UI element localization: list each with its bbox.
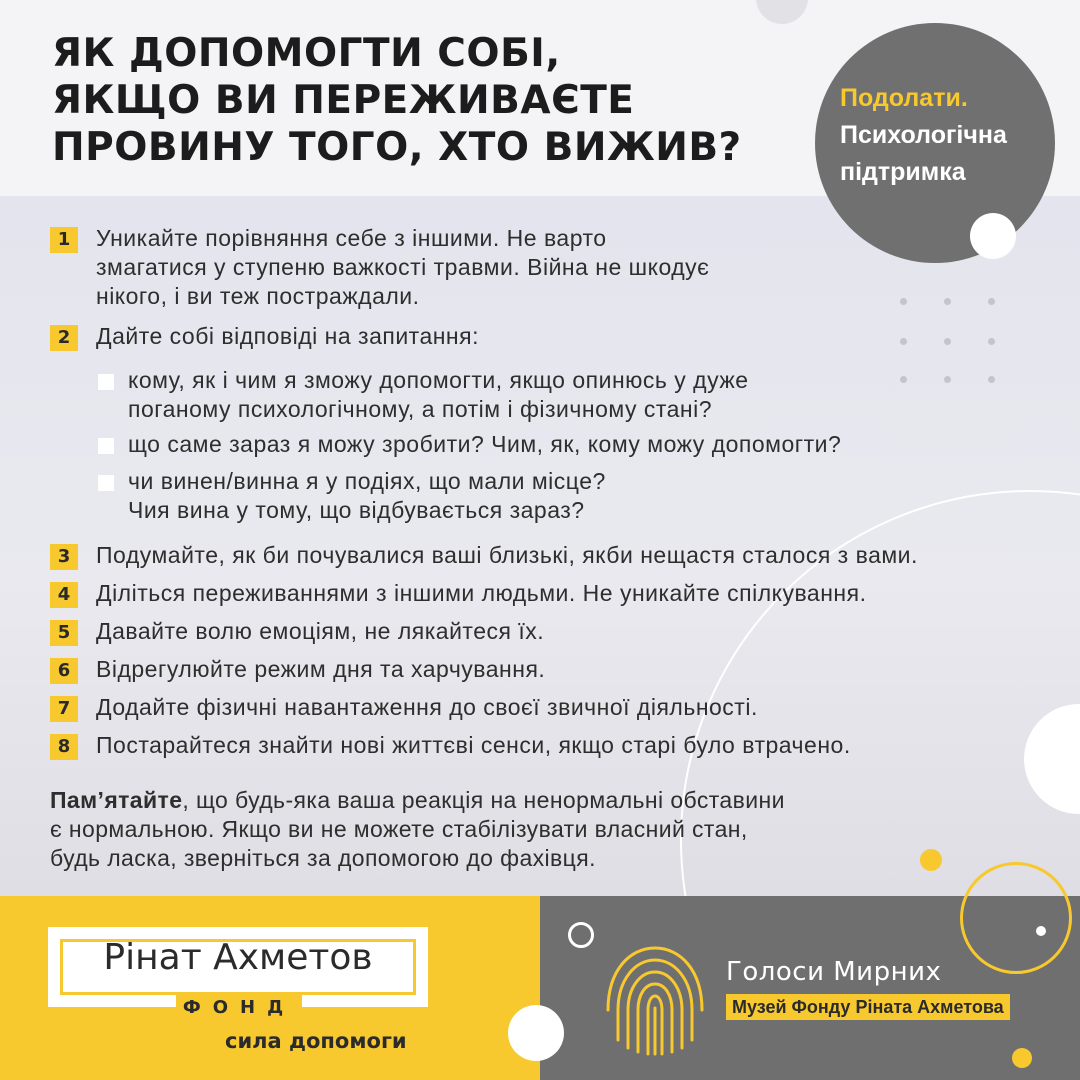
list-item (50, 693, 1060, 723)
question-item (98, 366, 1058, 426)
item-text: Уникайте порівняння себе з іншими. Не варто змагатися у ступеню важкості травми. Війна не шкодує нікого, і ви теж постраждали. (96, 225, 710, 309)
decorative-ring-yellow (960, 862, 1072, 974)
item-number: 1 (50, 227, 78, 253)
museum-title: Голоси Мирних (726, 957, 942, 987)
list-item (50, 541, 1060, 571)
logo-name: Рінат Ахметов (103, 937, 373, 978)
item-number: 8 (50, 734, 78, 760)
item-number: 3 (50, 544, 78, 570)
logo-fond-label: ФОНД (176, 995, 302, 1021)
item-number: 7 (50, 696, 78, 722)
item-text: Додайте фізичні навантаження до своєї звичної діяльності. (96, 694, 758, 720)
question-text: що саме зараз я можу зробити? Чим, як, кому можу допомогти? (128, 431, 842, 457)
question-text: кому, як і чим я зможу допомогти, якщо опинюсь у дуже поганому психологічному, а потім і фізичному стані? (128, 367, 749, 422)
badge-title: Подолати. (840, 84, 968, 112)
item-number: 4 (50, 582, 78, 608)
remember-line: є нормальною. Якщо ви не можете стабілізувати власний стан, (50, 816, 748, 842)
remember-note (50, 786, 930, 873)
list-item (50, 731, 1060, 761)
badge-subtitle: Психологічна підтримка (840, 121, 1007, 186)
item-text: Діліться переживаннями з іншими людьми. Не уникайте спілкування. (96, 580, 867, 606)
decorative-ring-small (568, 922, 594, 948)
question-text: чи винен/винна я у подіях, що мали місце? Чия вина у тому, що відбувається зараз? (128, 468, 606, 523)
remember-bold: Пам’ятайте (50, 787, 183, 813)
list-item (50, 322, 1060, 352)
remember-line (50, 786, 930, 815)
remember-rest: , що будь-яка ваша реакція на ненормальні обставини (182, 787, 785, 813)
item-number: 6 (50, 658, 78, 684)
item-text: Відрегулюйте режим дня та харчування. (96, 656, 546, 682)
list-item (50, 224, 1060, 314)
item-number: 5 (50, 620, 78, 646)
list-item (50, 655, 1060, 685)
item-text: Дайте собі відповіді на запитання: (96, 323, 479, 349)
list-item (50, 579, 1060, 609)
question-item (98, 467, 1058, 527)
checkbox-icon (98, 438, 114, 454)
question-item (98, 430, 1058, 460)
project-badge-text (840, 80, 1045, 191)
remember-line: будь ласка, зверніться за допомогою до фахівця. (50, 845, 596, 871)
title-line: ЯКЩО ВИ ПЕРЕЖИВАЄТЕ (52, 78, 635, 123)
item-text: Подумайте, як би почувалися ваші близькі, якби нещастя сталося з вами. (96, 542, 918, 568)
item-number: 2 (50, 325, 78, 351)
checkbox-icon (98, 374, 114, 390)
checkbox-icon (98, 475, 114, 491)
decorative-footer-circle (508, 1005, 564, 1061)
page-title (52, 30, 792, 171)
museum-subtitle: Музей Фонду Ріната Ахметова (726, 994, 1010, 1020)
item-text: Давайте волю емоціям, не лякайтеся їх. (96, 618, 545, 644)
title-line: ПРОВИНУ ТОГО, ХТО ВИЖИВ? (52, 125, 742, 170)
decorative-yellow-dot (1012, 1048, 1032, 1068)
decorative-ring-dot (1036, 926, 1046, 936)
fingerprint-icon (600, 940, 710, 1058)
title-line: ЯК ДОПОМОГТИ СОБІ, (52, 31, 561, 76)
item-text: Постарайтеся знайти нові життєві сенси, якщо старі було втрачено. (96, 732, 851, 758)
list-item (50, 617, 1060, 647)
foundation-tagline: сила допомоги (225, 1029, 407, 1053)
